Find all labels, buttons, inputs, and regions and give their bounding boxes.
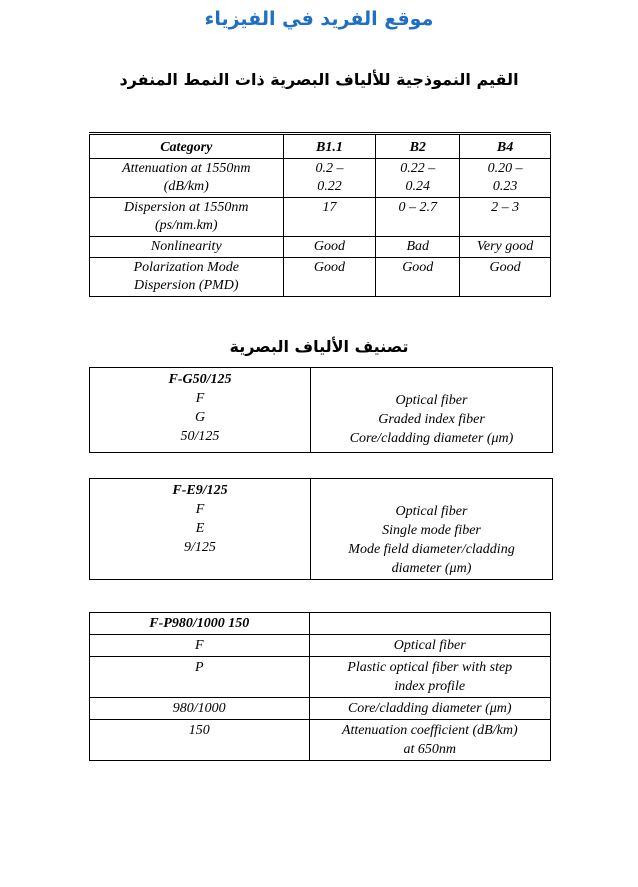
table-row (90, 258, 551, 297)
value-cell: Good (376, 258, 460, 297)
value-cell: 0 – 2.7 (376, 198, 460, 237)
code-meaning: Optical fiber (309, 635, 551, 657)
value-cell: Bad (376, 237, 460, 258)
code-part: 980/1000 (90, 698, 310, 720)
classification-codes (90, 368, 310, 446)
value-cell: 2 – 3 (460, 198, 551, 237)
code-part: F (90, 635, 310, 657)
code-meaning: Core/cladding diameter (μm) (309, 698, 551, 720)
empty-cell (309, 613, 551, 635)
table-row (90, 237, 551, 258)
table-header-cell: B4 (460, 134, 551, 159)
table-row (90, 159, 551, 198)
table-header-cell: B2 (376, 134, 460, 159)
code-part: 9/125 (184, 540, 216, 555)
classification-box-single-mode (89, 478, 553, 580)
code-part: P (90, 657, 310, 698)
classification-code: F-E9/125 (172, 483, 228, 498)
table-row (90, 198, 551, 237)
code-part: 150 (90, 720, 310, 761)
single-mode-fiber-values-table (89, 132, 551, 297)
section-title-fiber-classification: تصنيف الألياف البصرية (229, 337, 409, 356)
table-row (90, 698, 551, 720)
value-cell: 17 (283, 198, 376, 237)
table-row (90, 657, 551, 698)
code-part: 50/125 (180, 429, 220, 444)
code-meaning: Plastic optical fiber with step index profile (309, 657, 551, 698)
row-label-cell: Attenuation at 1550nm (dB/km) (90, 159, 284, 198)
table-header-row (90, 134, 551, 159)
value-cell: Very good (460, 237, 551, 258)
table-header-cell: Category (90, 134, 284, 159)
value-cell: Good (283, 237, 376, 258)
code-part: E (195, 521, 205, 536)
table-row (90, 635, 551, 657)
code-meaning: Optical fiber (395, 393, 468, 408)
code-part: G (194, 410, 206, 425)
code-meaning: Attenuation coefficient (dB/km) at 650nm (309, 720, 551, 761)
classification-box-graded-index (89, 367, 553, 453)
code-part: F (195, 391, 205, 406)
value-cell: Good (460, 258, 551, 297)
value-cell: 0.2 – 0.22 (283, 159, 376, 198)
classification-meanings (311, 502, 552, 578)
row-label-cell: Nonlinearity (90, 237, 284, 258)
code-meaning: Single mode fiber (382, 523, 481, 538)
code-meaning: Core/cladding diameter (μm) (349, 431, 514, 446)
section-title-single-mode-values: القيم النموذجية للألياف البصرية ذات النمط المنفرد (119, 70, 519, 89)
code-meaning: diameter (μm) (391, 561, 472, 576)
classification-codes (90, 479, 310, 557)
classification-table-plastic (89, 612, 551, 761)
code-meaning: Mode field diameter/cladding (348, 542, 515, 557)
site-title: موقع الفريد في الفيزياء (204, 8, 434, 30)
code-part: F (195, 502, 205, 517)
classification-code: F-P980/1000 150 (90, 613, 310, 635)
row-label-cell: Dispersion at 1550nm (ps/nm.km) (90, 198, 284, 237)
classification-meanings (311, 391, 552, 448)
value-cell: 0.22 – 0.24 (376, 159, 460, 198)
classification-code: F-G50/125 (168, 372, 232, 387)
code-meaning: Optical fiber (395, 504, 468, 519)
table-row (90, 613, 551, 635)
table-row (90, 720, 551, 761)
table-header-cell: B1.1 (283, 134, 376, 159)
value-cell: Good (283, 258, 376, 297)
row-label-cell: Polarization Mode Dispersion (PMD) (90, 258, 284, 297)
value-cell: 0.20 – 0.23 (460, 159, 551, 198)
code-meaning: Graded index fiber (378, 412, 485, 427)
